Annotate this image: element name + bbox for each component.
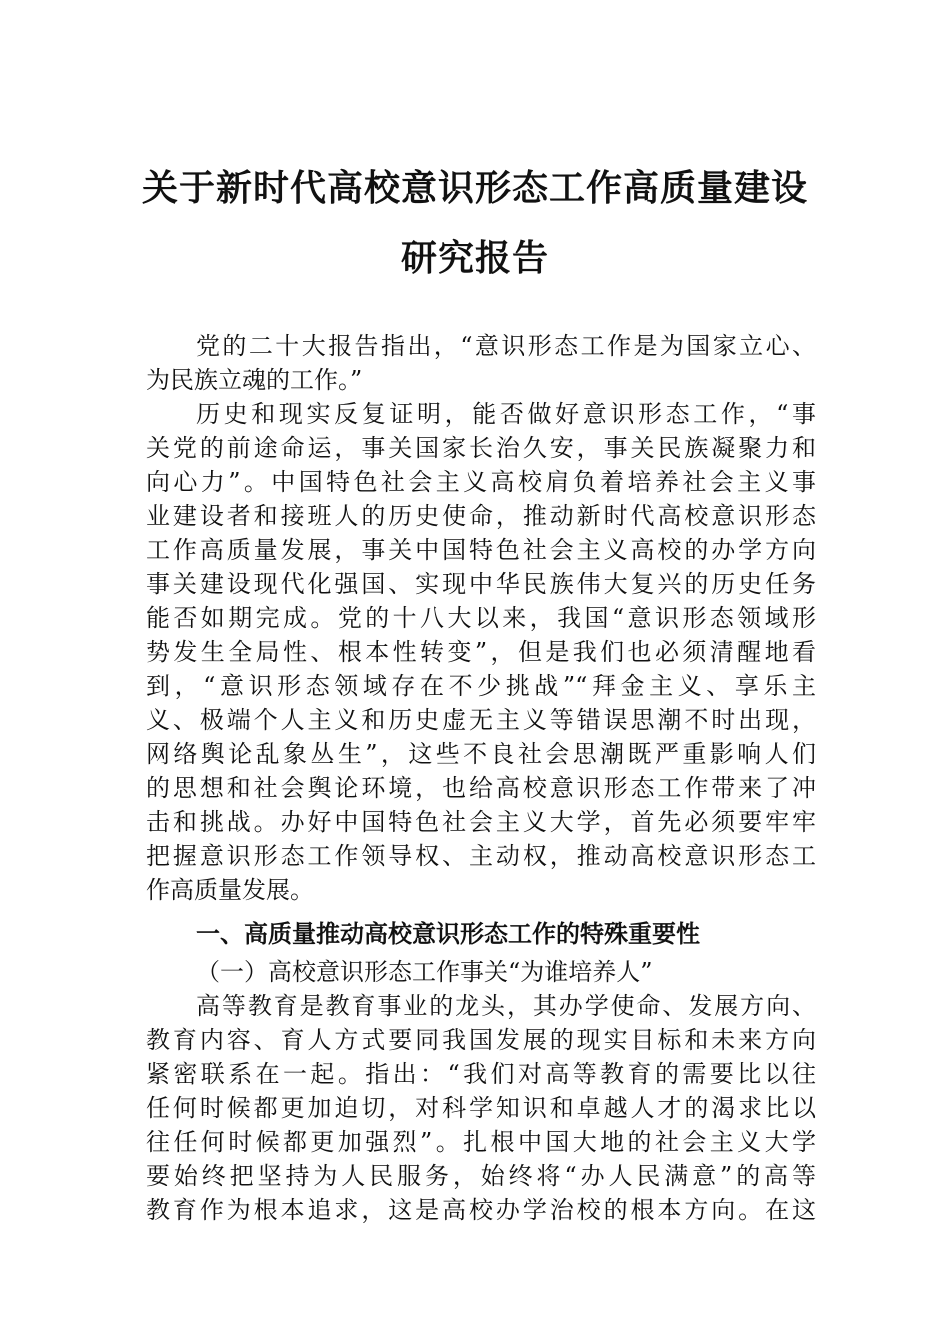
paragraph-2-line: 历史和现实反复证明，能否做好意识形态工作，“事: [196, 400, 816, 428]
paragraph-2-line: 到，“意识形态领域存在不少挑战”“拜金主义、享乐主: [146, 672, 816, 700]
paragraph-2-line: 作高质量发展。: [146, 876, 314, 904]
paragraph-2-line: 义、极端个人主义和历史虚无主义等错误思潮不时出现，: [146, 706, 816, 734]
paragraph-2-line: 网络舆论乱象丛生”，这些不良社会思潮既严重影响人们: [146, 740, 816, 768]
section-1-line: 要始终把坚持为人民服务，始终将“办人民满意”的高等: [146, 1162, 816, 1190]
paragraph-2-line: 的思想和社会舆论环境，也给高校意识形态工作带来了冲: [146, 774, 816, 802]
document-title-line-1: 关于新时代高校意识形态工作高质量建设: [141, 167, 808, 209]
section-1-line: 任何时候都更加迫切，对科学知识和卓越人才的渴求比以: [146, 1094, 816, 1122]
paragraph-2-line: 工作高质量发展，事关中国特色社会主义高校的办学方向: [146, 536, 816, 564]
section-1-line: 紧密联系在一起。指出：“我们对高等教育的需要比以往: [146, 1060, 816, 1088]
paragraph-2-line: 业建设者和接班人的历史使命，推动新时代高校意识形态: [146, 502, 816, 530]
paragraph-1-line: 为民族立魂的工作。”: [146, 366, 363, 394]
document-title-line-2: 研究报告: [400, 237, 549, 279]
section-1-line: 高等教育是教育事业的龙头，其办学使命、发展方向、: [196, 992, 816, 1020]
paragraph-2-line: 能否如期完成。党的十八大以来，我国“意识形态领域形: [146, 604, 816, 632]
paragraph-2-line: 事关建设现代化强国、实现中华民族伟大复兴的历史任务: [146, 570, 816, 598]
paragraph-2-line: 向心力”。中国特色社会主义高校肩负着培养社会主义事: [146, 468, 816, 496]
paragraph-2-line: 关党的前途命运，事关国家长治久安，事关民族凝聚力和: [146, 434, 816, 462]
paragraph-2-line: 把握意识形态工作领导权、主动权，推动高校意识形态工: [146, 842, 816, 870]
section-1-line: 教育作为根本追求，这是高校办学治校的根本方向。在这: [146, 1196, 816, 1224]
section-1-line: 教育内容、育人方式要同我国发展的现实目标和未来方向: [146, 1026, 816, 1054]
paragraph-2-line: 势发生全局性、根本性转变”，但是我们也必须清醒地看: [146, 638, 816, 666]
subsection-heading: （一）高校意识形态工作事关“为谁培养人”: [196, 958, 653, 986]
paragraph-1-line: 党的二十大报告指出，“意识形态工作是为国家立心、: [196, 332, 816, 360]
paragraph-2-line: 击和挑战。办好中国特色社会主义大学，首先必须要牢牢: [146, 808, 816, 836]
section-heading: 一、高质量推动高校意识形态工作的特殊重要性: [196, 920, 700, 948]
section-1-line: 往任何时候都更加强烈”。扎根中国大地的社会主义大学: [146, 1128, 816, 1156]
